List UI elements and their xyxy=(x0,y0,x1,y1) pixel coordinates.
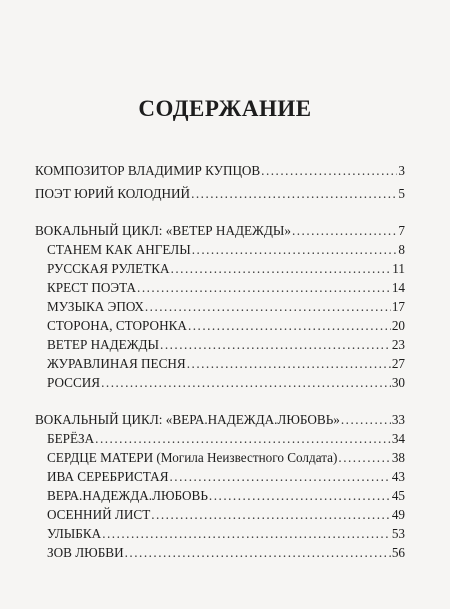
toc-entry-title: ОСЕННИЙ ЛИСТ xyxy=(47,507,151,522)
toc-entry-title: ЖУРАВЛИНАЯ ПЕСНЯ xyxy=(47,356,186,371)
dot-leader xyxy=(125,545,391,561)
dot-leader xyxy=(170,469,391,485)
toc-entry-page: 49 xyxy=(391,507,405,522)
toc-entry xyxy=(35,163,405,179)
toc-entry-page: 17 xyxy=(391,299,405,314)
toc-entry-page: 8 xyxy=(398,242,405,257)
toc-entry xyxy=(47,545,405,561)
toc-entry-page: 11 xyxy=(392,261,405,276)
toc-entry-title: КРЕСТ ПОЭТА xyxy=(47,280,137,295)
toc-entry xyxy=(47,299,405,315)
toc-entry-page: 33 xyxy=(391,412,405,427)
toc-entry-title: ВОКАЛЬНЫЙ ЦИКЛ: «ВЕТЕР НАДЕЖДЫ» xyxy=(35,223,291,238)
toc-entry-title: ВОКАЛЬНЫЙ ЦИКЛ: «ВЕРА.НАДЕЖДА.ЛЮБОВЬ» xyxy=(35,412,340,427)
toc-entry xyxy=(47,469,405,485)
dot-leader xyxy=(145,299,391,315)
dot-leader xyxy=(101,375,391,391)
toc-entry-title: РУССКАЯ РУЛЕТКА xyxy=(47,261,170,276)
toc-entry xyxy=(47,356,405,372)
dot-leader xyxy=(151,507,391,523)
toc-entry-title: ПОЭТ ЮРИЙ КОЛОДНИЙ xyxy=(35,186,191,201)
toc-entry-page: 5 xyxy=(398,186,405,201)
toc-entry-title: СТОРОНА, СТОРОНКА xyxy=(47,318,187,333)
toc-entry xyxy=(47,488,405,504)
toc-entry-page: 56 xyxy=(391,545,405,560)
toc-entry xyxy=(35,186,405,202)
dot-leader xyxy=(187,356,391,372)
toc-entry xyxy=(47,431,405,447)
toc-entry-title: БЕРЁЗА xyxy=(47,431,95,446)
toc-entry xyxy=(47,261,405,277)
dot-leader xyxy=(137,280,391,296)
toc-entry-title: ВЕРА.НАДЕЖДА.ЛЮБОВЬ xyxy=(47,488,208,503)
toc-section-entry xyxy=(35,223,405,239)
toc-entry-page: 27 xyxy=(391,356,405,371)
toc-entry-title: ЗОВ ЛЮБВИ xyxy=(47,545,124,560)
dot-leader xyxy=(292,223,397,239)
toc-entry-page: 30 xyxy=(391,375,405,390)
toc-entry-title: РОССИЯ xyxy=(47,375,101,390)
dot-leader xyxy=(95,431,391,447)
dot-leader xyxy=(341,412,391,428)
toc-entry xyxy=(47,280,405,296)
dot-leader xyxy=(188,318,391,334)
toc-entry-title: ИВА СЕРЕБРИСТАЯ xyxy=(47,469,169,484)
toc-entry-page: 43 xyxy=(391,469,405,484)
toc-entry-page: 23 xyxy=(391,337,405,352)
dot-leader xyxy=(192,242,398,258)
toc-entry-title: КОМПОЗИТОР ВЛАДИМИР КУПЦОВ xyxy=(35,163,261,178)
dot-leader xyxy=(261,163,397,179)
toc-entry xyxy=(47,526,405,542)
toc-entry-title: СЕРДЦЕ МАТЕРИ (Могила Неизвестного Солдата) xyxy=(47,450,338,465)
dot-leader xyxy=(171,261,392,277)
toc-entry-page: 7 xyxy=(398,223,405,238)
toc-entry-page: 38 xyxy=(391,450,405,465)
toc-entry xyxy=(47,242,405,258)
toc-entry xyxy=(47,450,405,466)
toc-entry xyxy=(47,507,405,523)
dot-leader xyxy=(160,337,391,353)
toc-entry-page: 14 xyxy=(391,280,405,295)
dot-leader xyxy=(102,526,391,542)
toc-entry xyxy=(47,337,405,353)
toc-entry-page: 20 xyxy=(391,318,405,333)
dot-leader xyxy=(338,450,390,466)
page-title: СОДЕРЖАНИЕ xyxy=(138,96,312,121)
toc-entry-page: 45 xyxy=(391,488,405,503)
toc-entry-page: 53 xyxy=(391,526,405,541)
toc-entry-page: 3 xyxy=(398,163,405,178)
toc-entry-title: УЛЫБКА xyxy=(47,526,102,541)
toc-section-entry xyxy=(35,412,405,428)
toc-entry-title: СТАНЕМ КАК АНГЕЛЫ xyxy=(47,242,191,257)
toc-entry xyxy=(47,318,405,334)
toc-entry-page: 34 xyxy=(391,431,405,446)
toc-entry xyxy=(47,375,405,391)
toc-entry-title: МУЗЫКА ЭПОХ xyxy=(47,299,144,314)
dot-leader xyxy=(209,488,391,504)
dot-leader xyxy=(191,186,397,202)
toc-entry-title: ВЕТЕР НАДЕЖДЫ xyxy=(47,337,160,352)
